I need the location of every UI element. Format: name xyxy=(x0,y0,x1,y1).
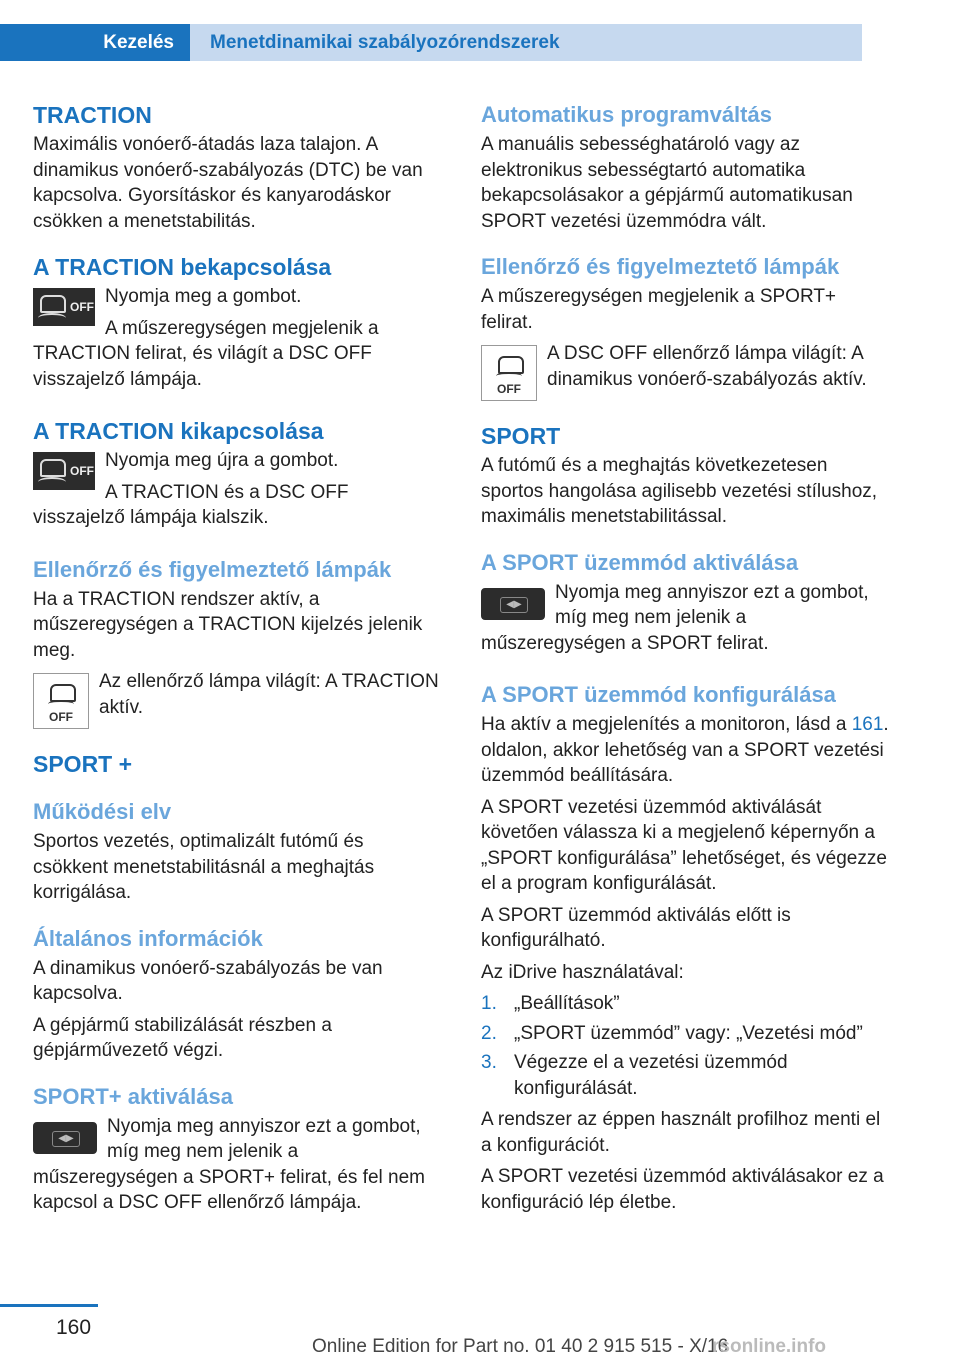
header-tabs xyxy=(0,24,862,61)
drive-mode-switch-icon: ◀▶ xyxy=(33,1122,97,1154)
heading-lamps: Ellenőrző és figyelmeztető lámpák xyxy=(481,254,840,279)
watermark: rsonline.info xyxy=(712,1336,826,1357)
tab-section: Menetdinamikai szabályozórendszerek xyxy=(190,24,862,61)
heading-traction-on: A TRACTION bekapcsolása xyxy=(33,254,332,280)
paragraph: A SPORT vezetési üzemmód aktiválásakor ez a konfiguráció lép életbe. xyxy=(481,1166,884,1213)
paragraph: Nyomja meg annyiszor ezt a gombot, míg meg nem jelenik a műszeregységen a SPORT+ felirat, és fel nem kapcsol a DSC OFF ellenőrző lámpája. xyxy=(33,1115,425,1213)
paragraph: A műszeregységen megjelenik a SPORT+ felirat. xyxy=(481,286,837,333)
dsc-off-lamp-icon: OFF xyxy=(481,345,537,401)
heading-principle: Működési elv xyxy=(33,799,172,824)
drive-mode-switch-icon: ◀▶ xyxy=(481,588,545,620)
icon-block xyxy=(33,284,441,398)
paragraph: A SPORT vezetési üzemmód aktiválását követően válassza ki a megjelenő képernyőn a „SPORT konfigurálása” lehetőséget, és végezze el a program konfigurálását. xyxy=(481,796,887,894)
paragraph: Nyomja meg annyiszor ezt a gombot, míg meg nem jelenik a műszeregységen a SPORT felirat. xyxy=(481,581,869,654)
icon-block xyxy=(481,341,889,403)
paragraph: Nyomja meg újra a gombot. xyxy=(105,450,339,471)
paragraph: A műszeregységen megjelenik a TRACTION felirat, és világít a DSC OFF visszajelző lámpája. xyxy=(33,317,379,390)
heading-sport: SPORT xyxy=(481,423,561,449)
dsc-off-button-icon: OFF xyxy=(33,288,95,326)
left-column xyxy=(33,100,441,1222)
paragraph-config: Ha aktív a megjelenítés a monitoron, lásd a 161. oldalon, akkor lehetőség van a SPORT vezetési üzemmód beállítására. xyxy=(481,714,889,786)
paragraph: Ha a TRACTION rendszer aktív, a műszeregységen a TRACTION kijelzés jelenik meg. xyxy=(33,588,423,661)
heading-sport-config: A SPORT üzemmód konfigurálása xyxy=(481,682,836,707)
right-column xyxy=(481,100,889,1221)
paragraph: A SPORT üzemmód aktiválás előtt is konfigurálható. xyxy=(481,904,791,951)
paragraph: Sportos vezetés, optimalizált futómű és csökkent menetstabilitásnál a meghajtás korrigálása. xyxy=(33,831,375,903)
heading-sport-activate: A SPORT üzemmód aktiválása xyxy=(481,549,799,575)
tab-chapter: Kezelés xyxy=(0,24,190,61)
list-item: 1. „Beállítások” xyxy=(481,993,620,1014)
heading-general: Általános információk xyxy=(33,925,263,951)
paragraph: Nyomja meg a gombot. xyxy=(105,286,302,307)
heading-lamps: Ellenőrző és figyelmeztető lámpák xyxy=(33,556,392,582)
icon-block xyxy=(33,669,441,731)
paragraph: Az iDrive használatával: xyxy=(481,961,684,983)
page-link[interactable]: 161 xyxy=(851,714,884,735)
dsc-off-lamp-icon: OFF xyxy=(33,673,89,729)
paragraph: A rendszer az éppen használt profilhoz menti el a konfigurációt. xyxy=(481,1109,881,1156)
paragraph: Az ellenőrző lámpa világít: A TRACTION aktív. xyxy=(99,671,439,718)
icon-block xyxy=(33,1114,441,1222)
heading-auto: Automatikus programváltás xyxy=(481,102,772,127)
paragraph: A manuális sebességhatároló vagy az elektronikus sebességtartó automatika bekapcsolásakor a gépjármű automatikusan SPORT vezetési üzemmódra vált. xyxy=(481,134,853,232)
icon-block xyxy=(481,580,889,663)
heading-sportplus-activate: SPORT+ aktiválása xyxy=(33,1083,233,1109)
list-item: 2. „SPORT üzemmód” vagy: „Vezetési mód” xyxy=(481,1022,863,1044)
paragraph: A gépjármű stabilizálását részben a gépjárművezető végzi. xyxy=(33,1014,332,1061)
heading-traction-off: A TRACTION kikapcsolása xyxy=(33,418,324,444)
idrive-steps xyxy=(481,991,889,1101)
heading-sport-plus: SPORT + xyxy=(33,751,133,777)
paragraph: A futómű és a meghajtás következetesen sportos hangolása agilisebb vezetési stílushoz, maximális menetstabilitással. xyxy=(481,455,878,527)
paragraph: A DSC OFF ellenőrző lámpa világít: A dinamikus vonóerő-szabályozás aktív. xyxy=(547,343,867,390)
paragraph: A dinamikus vonóerő-szabályozás be van kapcsolva. xyxy=(33,957,383,1004)
edition-footer: Online Edition for Part no. 01 40 2 915 515 - X/16 xyxy=(312,1336,729,1357)
paragraph-traction: Maximális vonóerő-átadás laza talajon. A dinamikus vonóerő-szabályozás (DTC) be van kapcsolva. Gyorsításkor és kanyarodáskor csökken a menetstabilitás. xyxy=(33,134,423,232)
list-item: 3. Végezze el a vezetési üzemmód konfigurálását. xyxy=(481,1052,788,1099)
dsc-off-button-icon: OFF xyxy=(33,452,95,490)
page-number-rule xyxy=(0,1304,98,1307)
paragraph: A TRACTION és a DSC OFF visszajelző lámpája kialszik. xyxy=(33,481,349,528)
page-number: 160 xyxy=(56,1316,92,1339)
icon-block xyxy=(33,448,441,537)
heading-traction: TRACTION xyxy=(33,102,152,128)
